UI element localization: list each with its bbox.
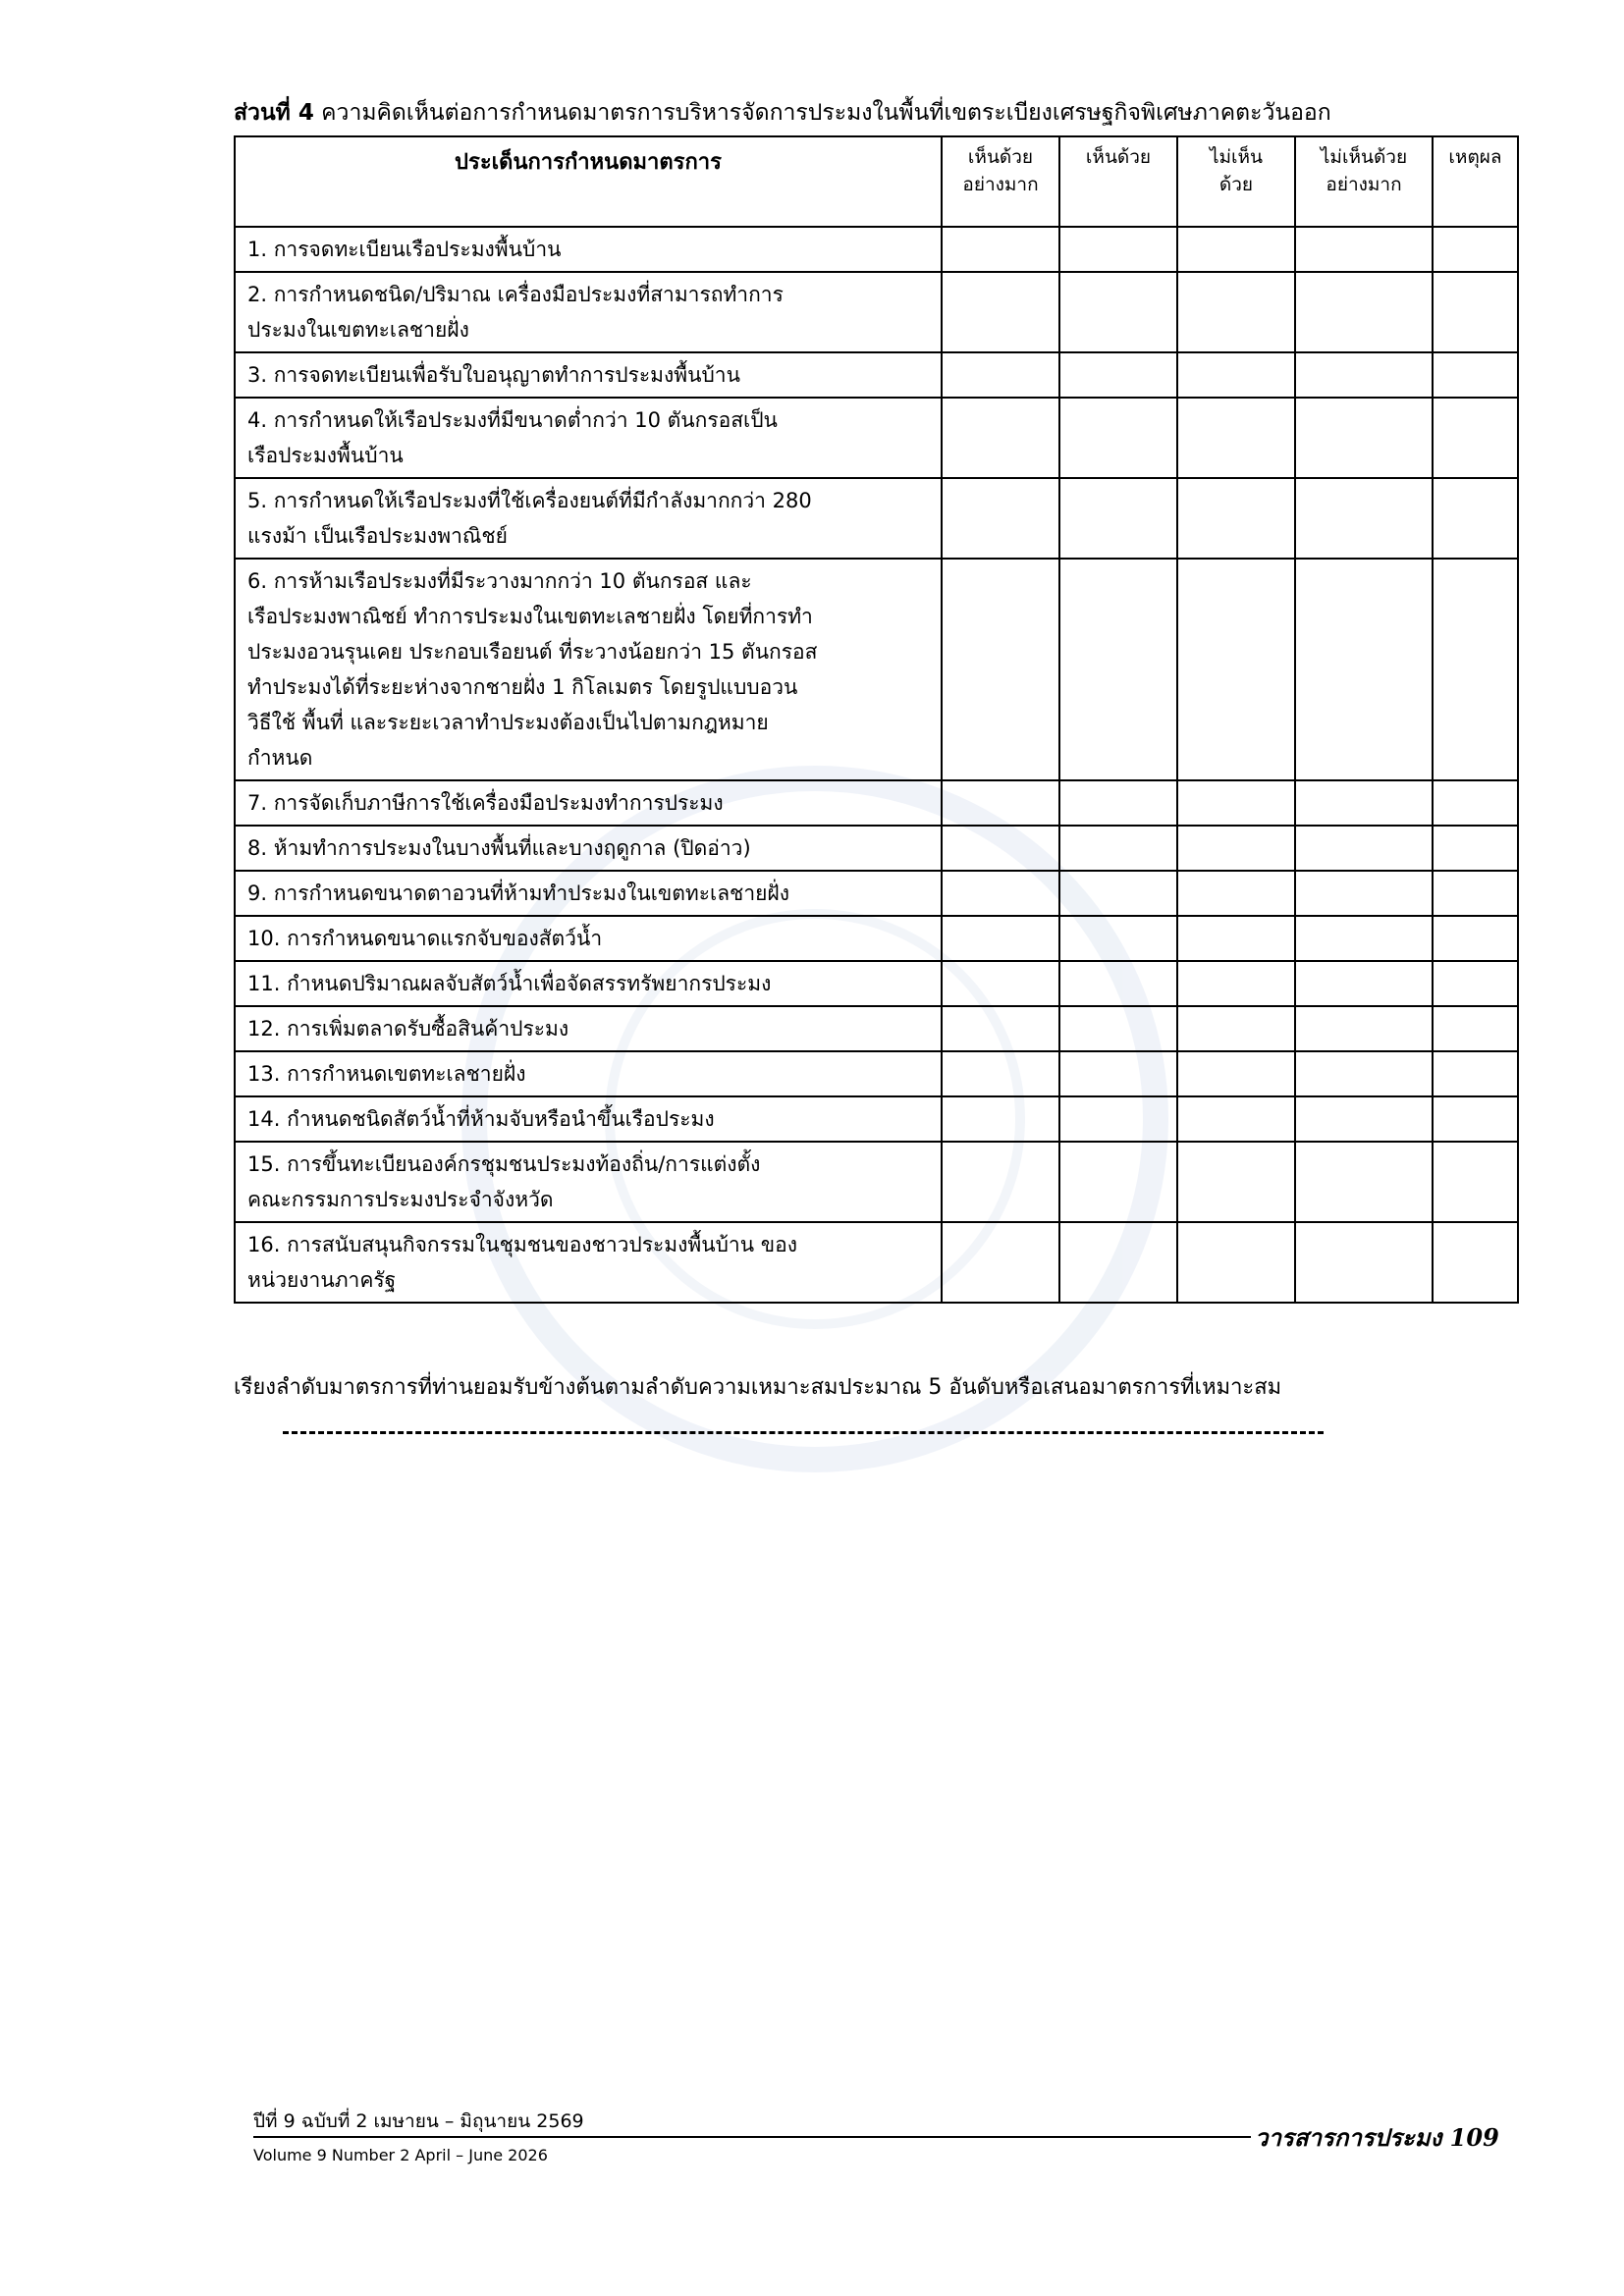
answer-cell-reason[interactable]	[1433, 916, 1518, 961]
answer-cell-disagree[interactable]	[1177, 1142, 1295, 1222]
answer-cell-disagree[interactable]	[1177, 1222, 1295, 1303]
answer-cell-strongly-agree[interactable]	[942, 398, 1059, 478]
answer-cell-agree[interactable]	[1059, 478, 1177, 559]
answer-cell-strongly-agree[interactable]	[942, 352, 1059, 398]
measure-item: 4. การกำหนดให้เรือประมงที่มีขนาดต่ำกว่า 10 ตันกรอสเป็น เรือประมงพื้นบ้าน	[235, 398, 942, 478]
answer-cell-disagree[interactable]	[1177, 826, 1295, 871]
answer-cell-reason[interactable]	[1433, 871, 1518, 916]
table-row	[235, 398, 1518, 478]
answer-cell-agree[interactable]	[1059, 1096, 1177, 1142]
answer-cell-agree[interactable]	[1059, 1051, 1177, 1096]
measure-item: 6. การห้ามเรือประมงที่มีระวางมากกว่า 10 ตันกรอส และ เรือประมงพาณิชย์ ทำการประมงในเขตทะเลชายฝั่ง โดยที่การทำ ประมงอวนรุนเคย ประกอบเรือยนต์ ที่ระวางน้อยกว่า 15 ตันกรอส ทำประมงได้ที่ระยะห่างจากชายฝั่ง 1 กิโลเมตร โดยรูปแบบอวน วิธีใช้ พื้นที่ และระยะเวลาทำประมงต้องเป็นไปตามกฎหมาย กำหนด	[235, 559, 942, 780]
answer-cell-agree[interactable]	[1059, 559, 1177, 780]
answer-cell-agree[interactable]	[1059, 1006, 1177, 1051]
answer-cell-agree[interactable]	[1059, 916, 1177, 961]
table-row	[235, 1096, 1518, 1142]
answer-cell-strongly-disagree[interactable]	[1295, 1006, 1433, 1051]
answer-cell-reason[interactable]	[1433, 272, 1518, 352]
answer-cell-agree[interactable]	[1059, 1142, 1177, 1222]
answer-cell-reason[interactable]	[1433, 227, 1518, 272]
answer-cell-reason[interactable]	[1433, 1222, 1518, 1303]
measure-item: 14. กำหนดชนิดสัตว์น้ำที่ห้ามจับหรือนำขึ้นเรือประมง	[235, 1096, 942, 1142]
measure-item: 3. การจดทะเบียนเพื่อรับใบอนุญาตทำการประมงพื้นบ้าน	[235, 352, 942, 398]
footer-issue-thai: ปีที่ 9 ฉบับที่ 2 เมษายน – มิถุนายน 2569	[253, 2110, 584, 2132]
answer-cell-reason[interactable]	[1433, 1096, 1518, 1142]
answer-cell-agree[interactable]	[1059, 826, 1177, 871]
measure-item: 5. การกำหนดให้เรือประมงที่ใช้เครื่องยนต์ที่มีกำลังมากกว่า 280 แรงม้า เป็นเรือประมงพาณิชย์	[235, 478, 942, 559]
answer-cell-disagree[interactable]	[1177, 1051, 1295, 1096]
answer-cell-strongly-agree[interactable]	[942, 478, 1059, 559]
ranking-instruction: เรียงลำดับมาตรการที่ท่านยอมรับข้างต้นตามลำดับความเหมาะสมประมาณ 5 อันดับหรือเสนอมาตรการที่เหมาะสม	[234, 1375, 1282, 1400]
table-header-row	[235, 136, 1518, 227]
header-reason: เหตุผล	[1433, 136, 1518, 227]
answer-cell-strongly-agree[interactable]	[942, 1006, 1059, 1051]
answer-cell-strongly-agree[interactable]	[942, 272, 1059, 352]
answer-cell-agree[interactable]	[1059, 398, 1177, 478]
answer-cell-strongly-agree[interactable]	[942, 780, 1059, 826]
header-strongly-disagree	[1295, 136, 1433, 227]
answer-cell-reason[interactable]	[1433, 352, 1518, 398]
table-row	[235, 780, 1518, 826]
table-row	[235, 1051, 1518, 1096]
header-strongly-disagree-text: ไม่เห็นด้วย อย่างมาก	[1320, 146, 1408, 195]
measure-item: 8. ห้ามทำการประมงในบางพื้นที่และบางฤดูกาล (ปิดอ่าว)	[235, 826, 942, 871]
answer-cell-strongly-agree[interactable]	[942, 1142, 1059, 1222]
answer-cell-strongly-disagree[interactable]	[1295, 272, 1433, 352]
answer-cell-strongly-agree[interactable]	[942, 1096, 1059, 1142]
answer-cell-strongly-agree[interactable]	[942, 871, 1059, 916]
measure-item: 11. กำหนดปริมาณผลจับสัตว์น้ำเพื่อจัดสรรทรัพยากรประมง	[235, 961, 942, 1006]
table-row	[235, 559, 1518, 780]
table-row	[235, 227, 1518, 272]
answer-cell-reason[interactable]	[1433, 398, 1518, 478]
footer-issue-english: Volume 9 Number 2 April – June 2026	[253, 2146, 548, 2164]
table-row	[235, 916, 1518, 961]
header-disagree-text: ไม่เห็น ด้วย	[1209, 146, 1264, 195]
answer-cell-reason[interactable]	[1433, 1051, 1518, 1096]
answer-cell-strongly-disagree[interactable]	[1295, 780, 1433, 826]
answer-cell-reason[interactable]	[1433, 1006, 1518, 1051]
answer-cell-strongly-disagree[interactable]	[1295, 961, 1433, 1006]
measure-item: 7. การจัดเก็บภาษีการใช้เครื่องมือประมงทำการประมง	[235, 780, 942, 826]
answer-cell-disagree[interactable]	[1177, 961, 1295, 1006]
header-disagree	[1177, 136, 1295, 227]
answer-cell-strongly-agree[interactable]	[942, 227, 1059, 272]
answer-cell-reason[interactable]	[1433, 478, 1518, 559]
answer-cell-disagree[interactable]	[1177, 398, 1295, 478]
answer-cell-strongly-disagree[interactable]	[1295, 352, 1433, 398]
answer-cell-strongly-agree[interactable]	[942, 826, 1059, 871]
answer-cell-agree[interactable]	[1059, 227, 1177, 272]
answer-cell-reason[interactable]	[1433, 1142, 1518, 1222]
answer-cell-disagree[interactable]	[1177, 272, 1295, 352]
answer-cell-strongly-disagree[interactable]	[1295, 1051, 1433, 1096]
answer-cell-strongly-disagree[interactable]	[1295, 826, 1433, 871]
table-row	[235, 826, 1518, 871]
measure-item: 16. การสนับสนุนกิจกรรมในชุมชนของชาวประมงพื้นบ้าน ของ หน่วยงานภาครัฐ	[235, 1222, 942, 1303]
answer-cell-strongly-disagree[interactable]	[1295, 871, 1433, 916]
answer-cell-strongly-disagree[interactable]	[1295, 1142, 1433, 1222]
header-strongly-agree-text: เห็นด้วย อย่างมาก	[962, 146, 1039, 195]
opinion-table	[234, 135, 1519, 1304]
section-title: ความคิดเห็นต่อการกำหนดมาตรการบริหารจัดการประมงในพื้นที่เขตระเบียงเศรษฐกิจพิเศษภาคตะวันออก	[321, 100, 1331, 126]
table-row	[235, 1006, 1518, 1051]
journal-name-page: วารสารการประมง 109	[1255, 2123, 1499, 2152]
answer-cell-agree[interactable]	[1059, 352, 1177, 398]
table-row	[235, 1142, 1518, 1222]
measure-item: 12. การเพิ่มตลาดรับซื้อสินค้าประมง	[235, 1006, 942, 1051]
answer-cell-strongly-disagree[interactable]	[1295, 916, 1433, 961]
answer-cell-disagree[interactable]	[1177, 916, 1295, 961]
answer-cell-disagree[interactable]	[1177, 1096, 1295, 1142]
header-issue: ประเด็นการกำหนดมาตรการ	[235, 136, 942, 227]
answer-cell-disagree[interactable]	[1177, 780, 1295, 826]
measure-item: 13. การกำหนดเขตทะเลชายฝั่ง	[235, 1051, 942, 1096]
section-number: ส่วนที่ 4	[234, 100, 314, 126]
answer-cell-disagree[interactable]	[1177, 1006, 1295, 1051]
answer-cell-agree[interactable]	[1059, 871, 1177, 916]
answer-cell-agree[interactable]	[1059, 961, 1177, 1006]
section-heading	[234, 98, 1331, 128]
answer-cell-strongly-disagree[interactable]	[1295, 1096, 1433, 1142]
answer-cell-strongly-disagree[interactable]	[1295, 1222, 1433, 1303]
answer-cell-disagree[interactable]	[1177, 871, 1295, 916]
answer-cell-reason[interactable]	[1433, 826, 1518, 871]
table-row	[235, 961, 1518, 1006]
measure-item: 2. การกำหนดชนิด/ปริมาณ เครื่องมือประมงที่สามารถทำการ ประมงในเขตทะเลชายฝั่ง	[235, 272, 942, 352]
table-row	[235, 478, 1518, 559]
answer-line[interactable]	[283, 1431, 1324, 1434]
measure-item: 15. การขึ้นทะเบียนองค์กรชุมชนประมงท้องถิ่น/การแต่งตั้ง คณะกรรมการประมงประจำจังหวัด	[235, 1142, 942, 1222]
answer-cell-strongly-disagree[interactable]	[1295, 398, 1433, 478]
answer-cell-disagree[interactable]	[1177, 352, 1295, 398]
table-row	[235, 1222, 1518, 1303]
table-row	[235, 352, 1518, 398]
table-row	[235, 871, 1518, 916]
measure-item: 9. การกำหนดขนาดตาอวนที่ห้ามทำประมงในเขตทะเลชายฝั่ง	[235, 871, 942, 916]
answer-cell-strongly-disagree[interactable]	[1295, 559, 1433, 780]
answer-cell-strongly-agree[interactable]	[942, 961, 1059, 1006]
answer-cell-agree[interactable]	[1059, 272, 1177, 352]
answer-cell-reason[interactable]	[1433, 961, 1518, 1006]
measure-item: 10. การกำหนดขนาดแรกจับของสัตว์น้ำ	[235, 916, 942, 961]
header-agree: เห็นด้วย	[1059, 136, 1177, 227]
answer-cell-strongly-disagree[interactable]	[1295, 227, 1433, 272]
answer-cell-disagree[interactable]	[1177, 227, 1295, 272]
answer-cell-disagree[interactable]	[1177, 559, 1295, 780]
answer-cell-agree[interactable]	[1059, 1222, 1177, 1303]
measure-item: 1. การจดทะเบียนเรือประมงพื้นบ้าน	[235, 227, 942, 272]
answer-cell-strongly-agree[interactable]	[942, 559, 1059, 780]
answer-cell-disagree[interactable]	[1177, 478, 1295, 559]
answer-cell-reason[interactable]	[1433, 559, 1518, 780]
answer-cell-strongly-agree[interactable]	[942, 916, 1059, 961]
answer-cell-strongly-agree[interactable]	[942, 1222, 1059, 1303]
header-strongly-agree	[942, 136, 1059, 227]
answer-cell-strongly-agree[interactable]	[942, 1051, 1059, 1096]
answer-cell-strongly-disagree[interactable]	[1295, 478, 1433, 559]
answer-cell-reason[interactable]	[1433, 780, 1518, 826]
table-row	[235, 272, 1518, 352]
footer-rule	[253, 2136, 1251, 2138]
answer-cell-agree[interactable]	[1059, 780, 1177, 826]
